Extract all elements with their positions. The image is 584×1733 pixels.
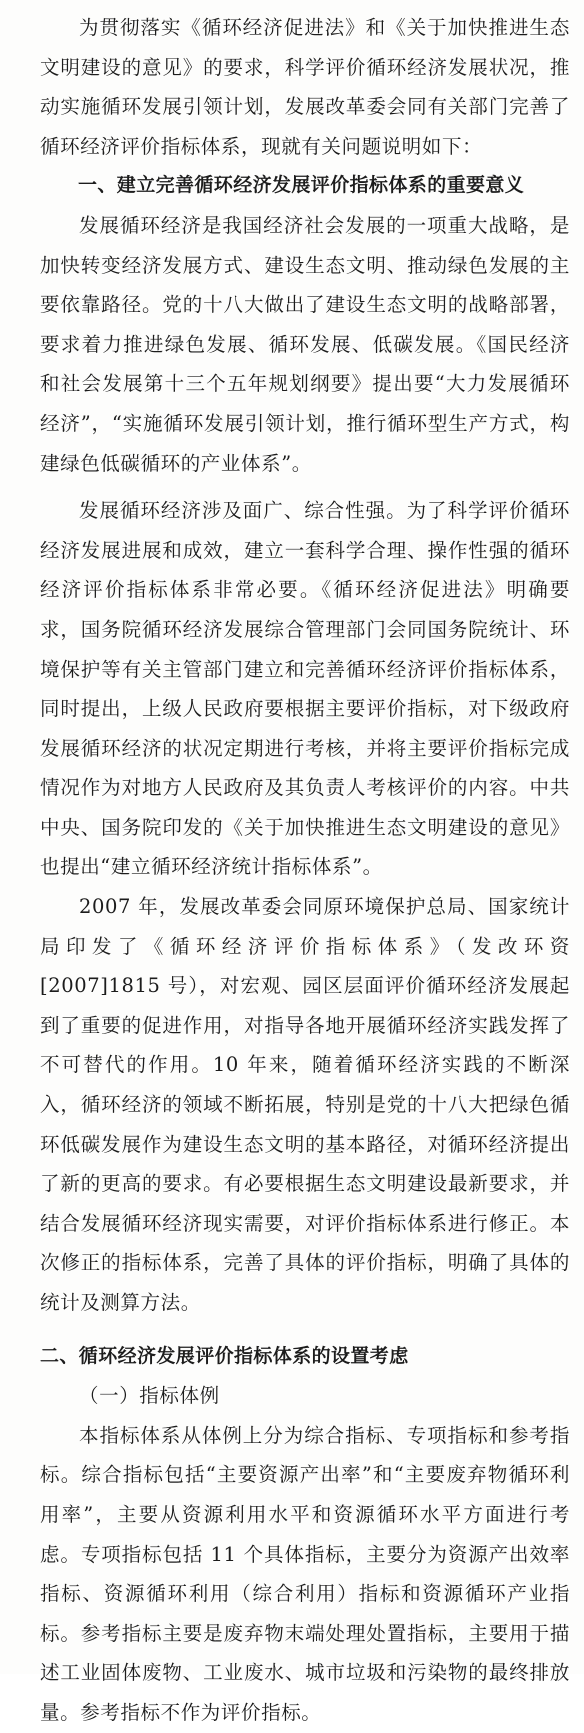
paragraph-indicator-structure: 本指标体系从体例上分为综合指标、专项指标和参考指标。综合指标包括“主要资源产出率”和“主要废弃物循环利用率”，主要从资源利用水平和资源循环水平方面进行考虑。专项指标包括 11 个具体指标，主要分为资源产出效率指标、资源循环利用（综合利用）指标和资源循环产业指标。参考指标主要是废弃物末端处理处置指标，主要用于描述工业固体废物、工业废水、城市垃圾和污染物的最终排放量。参考指标不作为评价指标。 [40, 1423, 570, 1724]
section-heading-1: 一、建立完善循环经济发展评价指标体系的重要意义 [78, 174, 525, 197]
paragraph-strategy: 发展循环经济是我国经济社会发展的一项重大战略，是加快转变经济发展方式、建设生态文明、推动绿色发展的主要依靠路径。党的十八大做出了建设生态文明的战略部署，要求着力推进绿色发展、循环发展、低碳发展。《国民经济和社会发展第十三个五年规划纲要》提出要“大力发展循环经济”，“实施循环发展引领计划，推行循环型生产方式，构建绿色低碳循环的产业体系”。 [40, 213, 570, 475]
document-body [40, 8, 570, 1733]
intro-paragraph: 为贯彻落实《循环经济促进法》和《关于加快推进生态文明建设的意见》的要求，科学评价循环经济发展状况，推动实施循环发展引领计划，发展改革委会同有关部门完善了循环经济评价指标体系，现就有关问题说明如下： [40, 16, 570, 158]
paragraph-necessity: 发展循环经济涉及面广、综合性强。为了科学评价循环经济发展进展和成效，建立一套科学合理、操作性强的循环经济评价指标体系非常必要。《循环经济促进法》明确要求，国务院循环经济发展综合管理部门会同国务院统计、环境保护等有关主管部门建立和完善循环经济评价指标体系，同时提出，上级人民政府要根据主要评价指标，对下级政府发展循环经济的状况定期进行考核，并将主要评价指标完成情况作为对地方人民政府及其负责人考核评价的内容。中共中央、国务院印发的《关于加快推进生态文明建设的意见》也提出“建立循环经济统计指标体系”。 [40, 499, 570, 879]
section-heading-2: 二、循环经济发展评价指标体系的设置考虑 [40, 1344, 409, 1367]
subsection-heading-1: （一）指标体例 [79, 1384, 220, 1408]
paragraph-history: 2007 年，发展改革委会同原环境保护总局、国家统计局印发了《循环经济评价指标体系》（发改环资[2007]1815 号），对宏观、园区层面评价循环经济发展起到了重要的促进作用，对指导各地开展循环经济实践发挥了不可替代的作用。10 年来，随着循环经济实践的不断深入，循环经济的领域不断拓展，特别是党的十八大把绿色循环低碳发展作为建设生态文明的基本路径，对循环经济提出了新的更高的要求。有必要根据生态文明建设最新要求，并结合发展循环经济现实需要，对评价指标体系进行修正。本次修正的指标体系，完善了具体的评价指标，明确了具体的统计及测算方法。 [40, 895, 570, 1314]
